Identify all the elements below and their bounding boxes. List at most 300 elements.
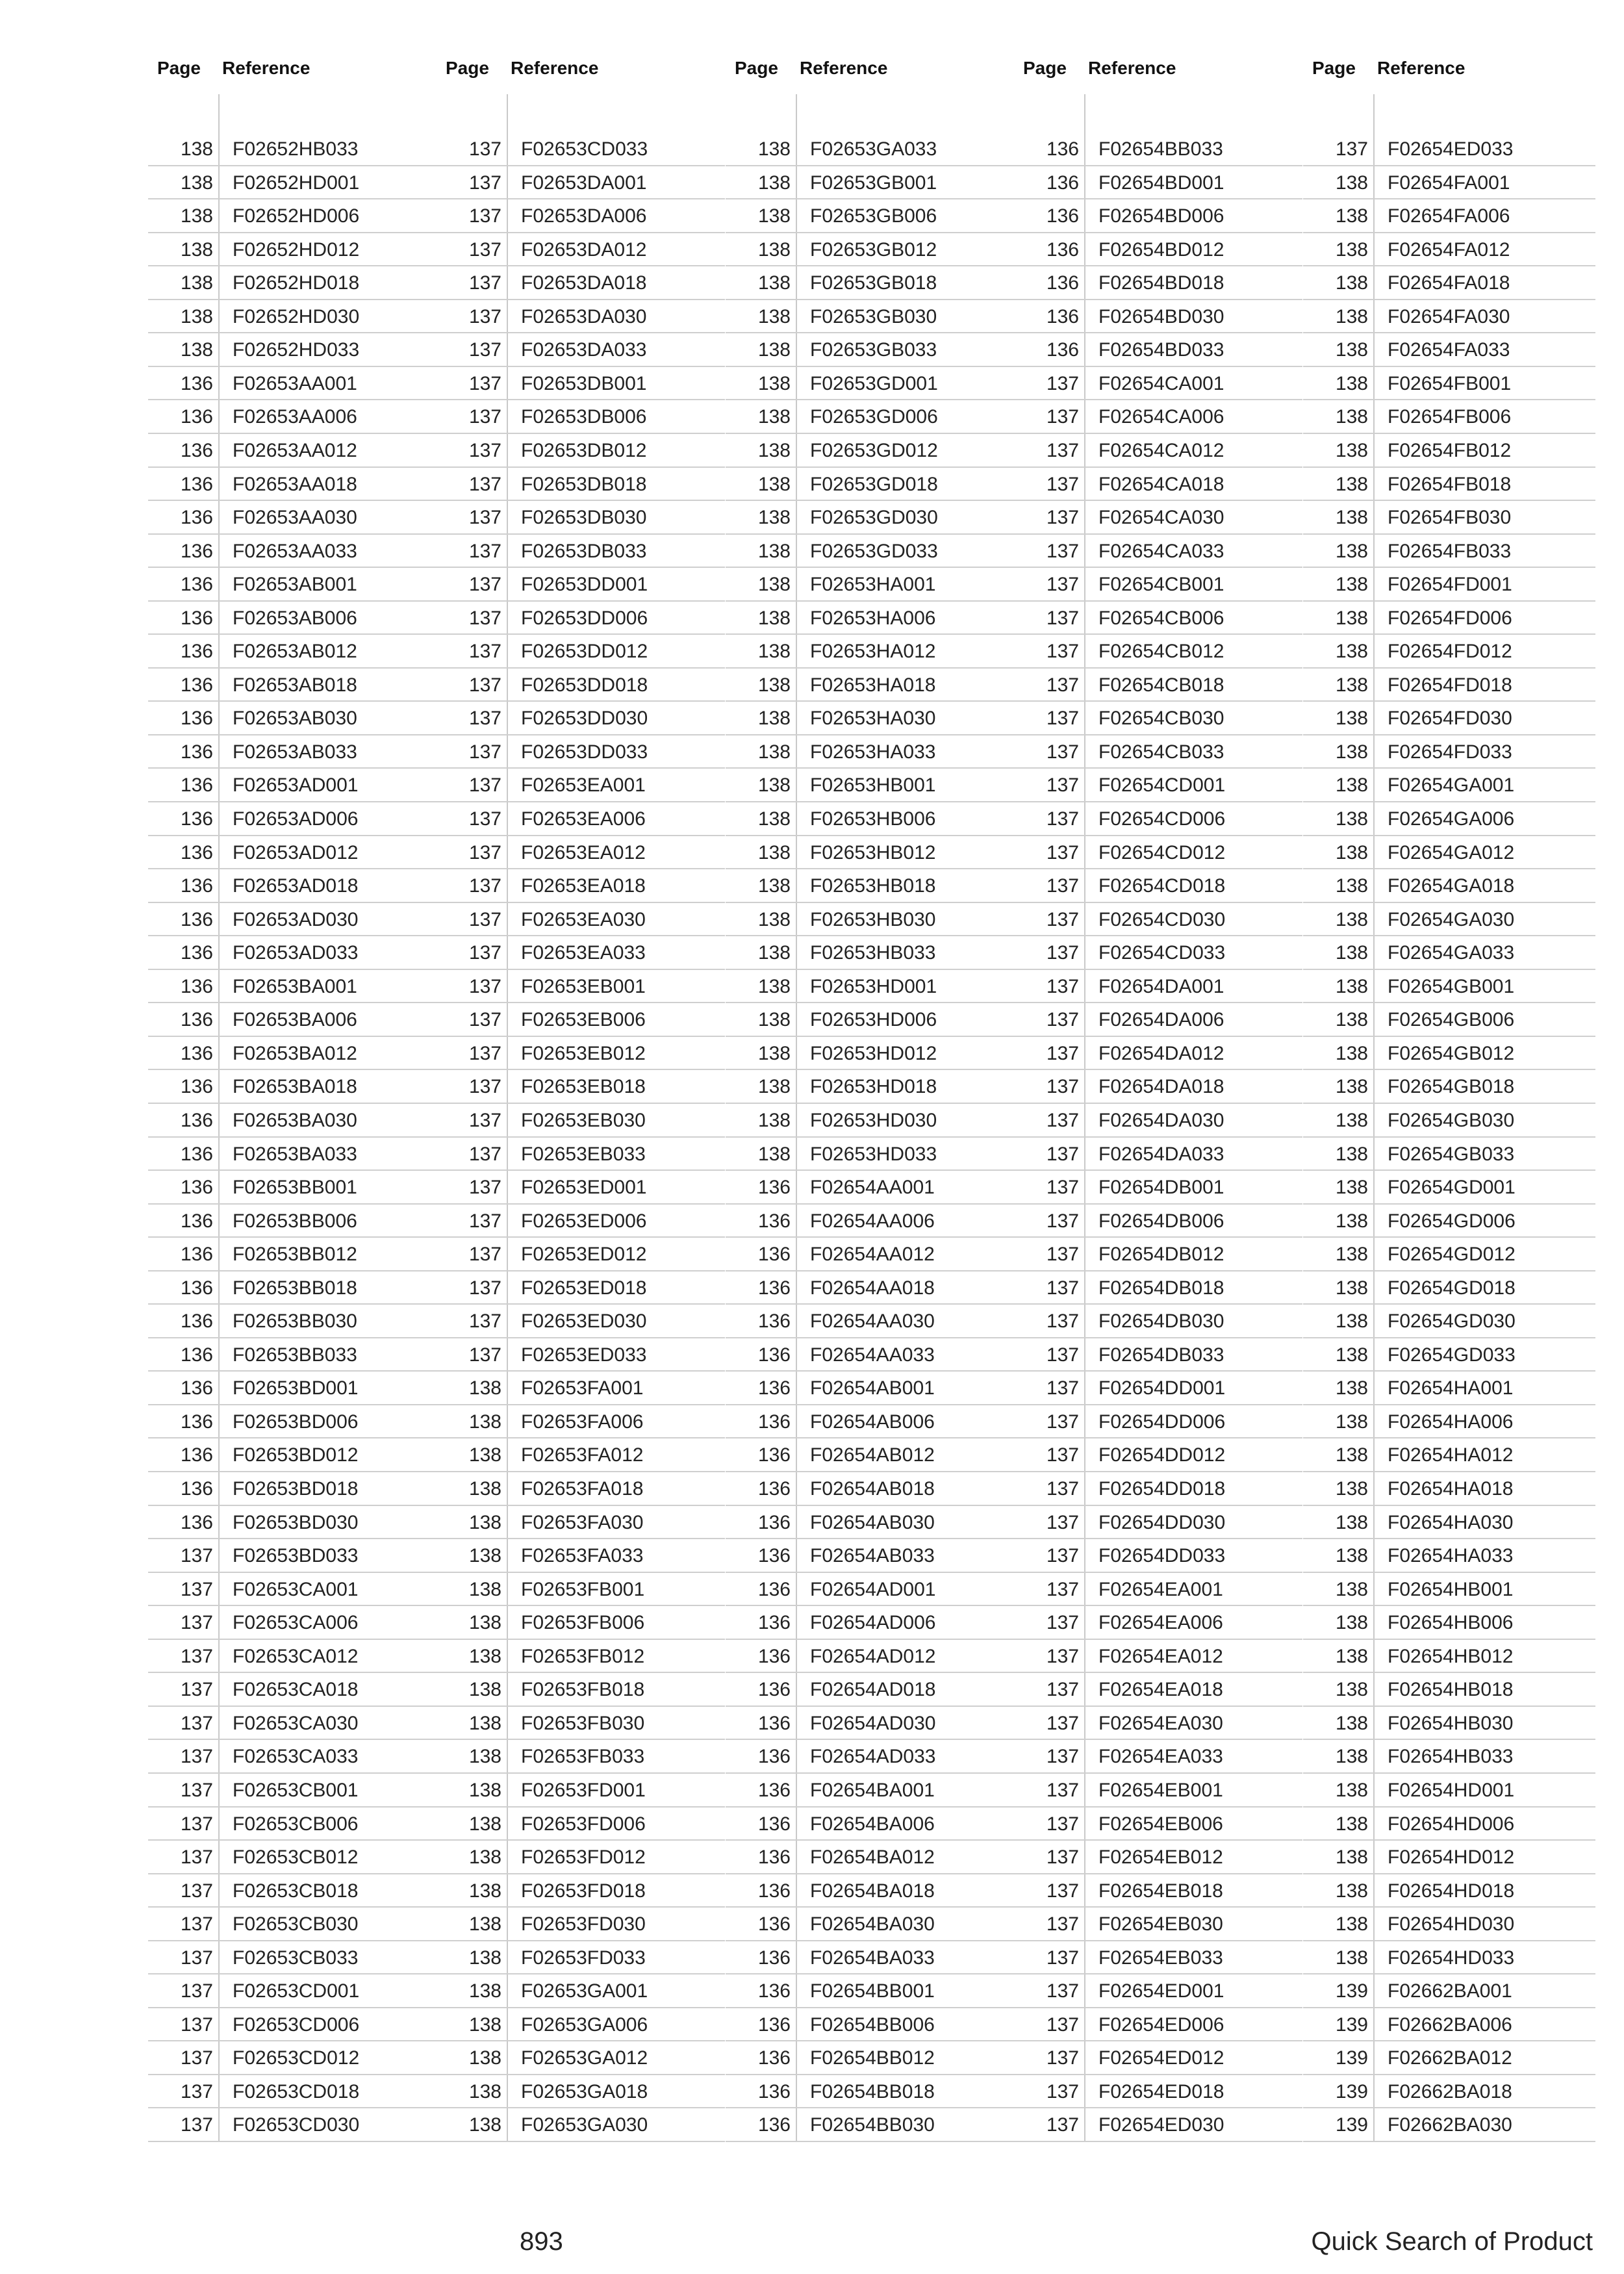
row-reference: F02653ED001	[521, 1177, 647, 1199]
row-page-number: 137	[1046, 1177, 1079, 1199]
row-page-number: 137	[180, 1612, 213, 1634]
row-page-number: 137	[468, 1210, 501, 1232]
row-page-number: 137	[1046, 841, 1079, 863]
row-page-number: 136	[180, 372, 213, 394]
row-reference: F02653DB006	[521, 406, 647, 428]
row-reference: F02653BB033	[233, 1344, 357, 1366]
row-reference: F02653CD018	[233, 2080, 360, 2102]
row-reference: F02654FD018	[1388, 674, 1512, 696]
row-reference: F02653AA001	[233, 372, 357, 394]
row-page-number: 137	[1046, 1746, 1079, 1768]
row-page-number: 138	[1335, 172, 1368, 194]
row-page-number: 137	[180, 1880, 213, 1902]
row-reference: F02654AA006	[810, 1210, 935, 1232]
row-reference: F02653HB006	[810, 808, 936, 830]
row-reference: F02653AB018	[233, 674, 357, 696]
row-page-number: 138	[468, 1947, 501, 1969]
row-page-number: 138	[1335, 540, 1368, 562]
row-reference: F02653GA001	[521, 1980, 648, 2002]
row-page-number: 137	[180, 1746, 213, 1768]
row-reference: F02653AD030	[233, 908, 359, 930]
row-page-number: 136	[1046, 172, 1079, 194]
row-page-number: 137	[180, 1545, 213, 1567]
row-reference: F02654GD018	[1388, 1277, 1516, 1299]
row-reference: F02654HD033	[1388, 1947, 1515, 1969]
row-reference: F02653AA033	[233, 540, 357, 562]
row-page-number: 138	[757, 439, 791, 461]
row-reference: F02654HA006	[1388, 1411, 1514, 1433]
row-page-number: 137	[1046, 1947, 1079, 1969]
row-page-number: 138	[1335, 406, 1368, 428]
row-page-number: 137	[1046, 1009, 1079, 1031]
row-reference: F02654GA030	[1388, 908, 1515, 930]
row-reference: F02654HB001	[1388, 1578, 1514, 1600]
row-reference: F02653DB012	[521, 439, 647, 461]
row-reference: F02654AB006	[810, 1411, 935, 1433]
row-reference: F02653DD030	[521, 708, 648, 730]
row-page-number: 138	[1335, 607, 1368, 629]
row-page-number: 136	[180, 1244, 213, 1266]
row-reference: F02653HA001	[810, 574, 936, 596]
row-divider	[726, 2141, 1014, 2142]
row-page-number: 136	[1046, 305, 1079, 327]
row-reference: F02653GD012	[810, 439, 938, 461]
row-page-number: 138	[1335, 1645, 1368, 1667]
row-page-number: 138	[1335, 439, 1368, 461]
row-reference: F02653EB001	[521, 975, 646, 997]
row-page-number: 137	[180, 1846, 213, 1869]
row-page-number: 138	[1335, 1545, 1368, 1567]
column-header-reference: Reference	[1377, 58, 1465, 78]
row-page-number: 138	[757, 339, 791, 361]
row-page-number: 137	[468, 238, 501, 261]
row-reference: F02653GB006	[810, 205, 937, 227]
row-page-number: 137	[180, 2114, 213, 2136]
row-reference: F02654AA001	[810, 1177, 935, 1199]
row-page-number: 138	[757, 1076, 791, 1098]
row-reference: F02653GD001	[810, 372, 938, 394]
row-page-number: 137	[1046, 540, 1079, 562]
row-reference: F02653FA006	[521, 1411, 644, 1433]
row-page-number: 137	[1046, 1310, 1079, 1333]
row-page-number: 139	[1335, 2080, 1368, 2102]
row-page-number: 136	[757, 1545, 791, 1567]
row-page-number: 138	[1335, 1042, 1368, 1064]
row-reference: F02654HB012	[1388, 1645, 1514, 1667]
row-page-number: 138	[468, 2013, 501, 2036]
row-reference: F02654CD018	[1098, 875, 1226, 897]
row-reference: F02654CD001	[1098, 774, 1226, 797]
row-page-number: 137	[468, 406, 501, 428]
row-page-number: 136	[180, 1478, 213, 1500]
row-reference: F02653FD033	[521, 1947, 646, 1969]
row-page-number: 137	[468, 1076, 501, 1098]
row-page-number: 136	[180, 708, 213, 730]
column-separator	[1084, 94, 1085, 2142]
row-reference: F02653AD033	[233, 942, 359, 964]
row-page-number: 138	[1335, 1310, 1368, 1333]
row-reference: F02654CA012	[1098, 439, 1224, 461]
row-page-number: 137	[1046, 708, 1079, 730]
row-reference: F02653BA030	[233, 1109, 357, 1131]
row-page-number: 136	[180, 1143, 213, 1165]
column-header-page: Page	[157, 58, 201, 78]
row-reference: F02653GA033	[810, 138, 937, 160]
row-reference: F02653DD006	[521, 607, 648, 629]
row-reference: F02654FD030	[1388, 708, 1512, 730]
row-page-number: 137	[180, 2047, 213, 2069]
row-reference: F02654GB012	[1388, 1042, 1515, 1064]
row-page-number: 138	[468, 1980, 501, 2002]
row-reference: F02653FB012	[521, 1645, 645, 1667]
row-page-number: 138	[1335, 1612, 1368, 1634]
row-reference: F02653BD001	[233, 1377, 359, 1399]
row-reference: F02653CA006	[233, 1612, 359, 1634]
row-page-number: 138	[757, 1109, 791, 1131]
row-page-number: 137	[180, 1947, 213, 1969]
section-title: Quick Search of Product	[1311, 2227, 1593, 2256]
row-reference: F02654FA030	[1388, 305, 1510, 327]
row-page-number: 137	[468, 138, 501, 160]
row-page-number: 137	[1046, 1143, 1079, 1165]
row-page-number: 138	[757, 841, 791, 863]
row-page-number: 138	[1335, 774, 1368, 797]
row-page-number: 138	[1335, 1947, 1368, 1969]
row-page-number: 137	[468, 1009, 501, 1031]
row-page-number: 137	[1046, 674, 1079, 696]
row-reference: F02654ED033	[1388, 138, 1514, 160]
row-page-number: 138	[757, 1143, 791, 1165]
row-page-number: 138	[1335, 1277, 1368, 1299]
row-page-number: 137	[468, 272, 501, 294]
row-reference: F02653CA001	[233, 1578, 359, 1600]
row-page-number: 137	[468, 1177, 501, 1199]
row-page-number: 137	[468, 708, 501, 730]
row-page-number: 136	[757, 1846, 791, 1869]
row-reference: F02653CD033	[521, 138, 648, 160]
row-page-number: 137	[1046, 1913, 1079, 1935]
row-reference: F02654DB018	[1098, 1277, 1224, 1299]
row-page-number: 136	[180, 540, 213, 562]
row-page-number: 138	[757, 708, 791, 730]
row-page-number: 138	[1335, 1244, 1368, 1266]
row-reference: F02654FB030	[1388, 507, 1512, 529]
row-reference: F02654HA018	[1388, 1478, 1514, 1500]
row-reference: F02654GA018	[1388, 875, 1515, 897]
row-page-number: 138	[1335, 1444, 1368, 1466]
row-page-number: 138	[1335, 272, 1368, 294]
row-page-number: 138	[1335, 808, 1368, 830]
row-page-number: 137	[1046, 641, 1079, 663]
row-reference: F02653CD030	[233, 2114, 360, 2136]
row-reference: F02654FA006	[1388, 205, 1510, 227]
row-page-number: 138	[1335, 942, 1368, 964]
row-page-number: 137	[1046, 808, 1079, 830]
column-header-reference: Reference	[800, 58, 888, 78]
row-reference: F02652HD018	[233, 272, 360, 294]
row-reference: F02654AA033	[810, 1344, 935, 1366]
row-page-number: 138	[468, 1880, 501, 1902]
row-page-number: 137	[468, 439, 501, 461]
row-reference: F02653BA001	[233, 975, 357, 997]
row-reference: F02654EA012	[1098, 1645, 1223, 1667]
row-reference: F02652HD033	[233, 339, 360, 361]
row-reference: F02654BB001	[810, 1980, 935, 2002]
row-reference: F02654CB001	[1098, 574, 1224, 596]
row-reference: F02653BB018	[233, 1277, 357, 1299]
row-page-number: 136	[757, 1478, 791, 1500]
row-page-number: 137	[1046, 1411, 1079, 1433]
row-reference: F02654FB001	[1388, 372, 1512, 394]
row-reference: F02653HA006	[810, 607, 936, 629]
row-page-number: 137	[468, 942, 501, 964]
row-page-number: 138	[757, 908, 791, 930]
row-page-number: 137	[468, 1143, 501, 1165]
row-reference: F02653ED012	[521, 1244, 647, 1266]
row-reference: F02654HB018	[1388, 1679, 1514, 1701]
row-page-number: 137	[468, 975, 501, 997]
row-page-number: 138	[180, 205, 213, 227]
row-page-number: 138	[757, 372, 791, 394]
row-reference: F02653BB006	[233, 1210, 357, 1232]
row-page-number: 136	[1046, 138, 1079, 160]
row-reference: F02654AB033	[810, 1545, 935, 1567]
row-page-number: 136	[757, 2047, 791, 2069]
row-page-number: 137	[468, 741, 501, 763]
row-reference: F02654DA018	[1098, 1076, 1224, 1098]
row-reference: F02654CA001	[1098, 372, 1224, 394]
row-reference: F02653HD018	[810, 1076, 937, 1098]
row-page-number: 139	[1335, 2047, 1368, 2069]
row-page-number: 138	[1335, 1913, 1368, 1935]
row-reference: F02653EB030	[521, 1109, 646, 1131]
row-reference: F02653BB001	[233, 1177, 357, 1199]
row-reference: F02654BD006	[1098, 205, 1224, 227]
row-page-number: 138	[757, 238, 791, 261]
row-reference: F02653FA018	[521, 1478, 644, 1500]
row-page-number: 136	[180, 875, 213, 897]
row-page-number: 136	[180, 1310, 213, 1333]
row-page-number: 138	[1335, 1511, 1368, 1533]
row-page-number: 137	[1046, 1612, 1079, 1634]
row-page-number: 136	[180, 774, 213, 797]
row-reference: F02654CB018	[1098, 674, 1224, 696]
row-page-number: 138	[757, 507, 791, 529]
row-reference: F02654FD006	[1388, 607, 1512, 629]
row-reference: F02653FD018	[521, 1880, 646, 1902]
row-page-number: 138	[468, 1679, 501, 1701]
column-header-page: Page	[1023, 58, 1067, 78]
row-reference: F02654BA006	[810, 1813, 935, 1835]
row-reference: F02653AA006	[233, 406, 357, 428]
row-page-number: 137	[180, 1779, 213, 1801]
row-reference: F02654HD006	[1388, 1813, 1515, 1835]
row-page-number: 137	[1046, 875, 1079, 897]
row-reference: F02654BA030	[810, 1913, 935, 1935]
row-reference: F02654CA018	[1098, 473, 1224, 495]
row-page-number: 138	[757, 975, 791, 997]
row-reference: F02654EA030	[1098, 1712, 1223, 1734]
row-divider	[148, 2141, 437, 2142]
row-reference: F02653HD033	[810, 1143, 937, 1165]
row-page-number: 136	[757, 1913, 791, 1935]
row-page-number: 137	[1046, 1712, 1079, 1734]
row-page-number: 136	[180, 473, 213, 495]
column-separator	[1373, 94, 1375, 2142]
row-page-number: 137	[1046, 2114, 1079, 2136]
row-reference: F02653GA012	[521, 2047, 648, 2069]
row-page-number: 138	[180, 305, 213, 327]
row-reference: F02654BA033	[810, 1947, 935, 1969]
row-reference: F02653HD030	[810, 1109, 937, 1131]
row-reference: F02653GA018	[521, 2080, 648, 2102]
row-reference: F02654AD030	[810, 1712, 936, 1734]
row-page-number: 137	[468, 841, 501, 863]
row-page-number: 138	[468, 1779, 501, 1801]
row-page-number: 136	[757, 1511, 791, 1533]
row-page-number: 137	[180, 1813, 213, 1835]
row-page-number: 138	[1335, 908, 1368, 930]
row-reference: F02653AB001	[233, 574, 357, 596]
row-page-number: 138	[180, 238, 213, 261]
row-page-number: 137	[468, 1109, 501, 1131]
row-page-number: 138	[1335, 975, 1368, 997]
row-reference: F02654CA033	[1098, 540, 1224, 562]
row-reference: F02653FA033	[521, 1545, 644, 1567]
row-reference: F02654CB006	[1098, 607, 1224, 629]
row-reference: F02654BD001	[1098, 172, 1224, 194]
row-reference: F02653GB001	[810, 172, 937, 194]
row-reference: F02654DD012	[1098, 1444, 1226, 1466]
row-page-number: 138	[468, 1813, 501, 1835]
row-reference: F02653CD006	[233, 2013, 360, 2036]
row-page-number: 138	[757, 1042, 791, 1064]
row-reference: F02654EB006	[1098, 1813, 1223, 1835]
row-page-number: 137	[1046, 2047, 1079, 2069]
row-reference: F02654DA006	[1098, 1009, 1224, 1031]
row-reference: F02653AA030	[233, 507, 357, 529]
row-reference: F02654CA006	[1098, 406, 1224, 428]
row-reference: F02654GB018	[1388, 1076, 1515, 1098]
row-reference: F02653AA012	[233, 439, 357, 461]
row-page-number: 137	[468, 908, 501, 930]
row-page-number: 138	[757, 641, 791, 663]
row-reference: F02654FD001	[1388, 574, 1512, 596]
row-page-number: 136	[757, 1980, 791, 2002]
row-reference: F02653HB001	[810, 774, 936, 797]
row-page-number: 138	[757, 205, 791, 227]
row-page-number: 137	[1046, 908, 1079, 930]
row-reference: F02653AD018	[233, 875, 359, 897]
row-reference: F02653EB006	[521, 1009, 646, 1031]
row-reference: F02654AD018	[810, 1679, 936, 1701]
row-reference: F02653BA012	[233, 1042, 357, 1064]
row-page-number: 138	[1335, 708, 1368, 730]
row-page-number: 137	[468, 507, 501, 529]
row-reference: F02653GB033	[810, 339, 937, 361]
row-reference: F02654ED018	[1098, 2080, 1224, 2102]
row-page-number: 137	[180, 2080, 213, 2102]
row-reference: F02653DA033	[521, 339, 647, 361]
row-reference: F02654DD006	[1098, 1411, 1226, 1433]
row-page-number: 137	[1046, 1578, 1079, 1600]
row-reference: F02653CA012	[233, 1645, 359, 1667]
row-page-number: 136	[757, 1377, 791, 1399]
row-reference: F02654CA030	[1098, 507, 1224, 529]
row-reference: F02653CA033	[233, 1746, 359, 1768]
row-reference: F02653GD033	[810, 540, 938, 562]
row-page-number: 138	[468, 1712, 501, 1734]
row-reference: F02653DD018	[521, 674, 648, 696]
row-page-number: 138	[468, 1913, 501, 1935]
row-reference: F02653EA030	[521, 908, 646, 930]
row-reference: F02653CA018	[233, 1679, 359, 1701]
row-page-number: 138	[757, 138, 791, 160]
row-page-number: 136	[180, 641, 213, 663]
row-reference: F02662BA001	[1388, 1980, 1512, 2002]
row-page-number: 137	[468, 641, 501, 663]
row-page-number: 136	[757, 1210, 791, 1232]
row-page-number: 138	[1335, 875, 1368, 897]
row-reference: F02654FA012	[1388, 238, 1510, 261]
row-page-number: 138	[1335, 1143, 1368, 1165]
row-page-number: 136	[180, 1411, 213, 1433]
row-page-number: 137	[1335, 138, 1368, 160]
row-reference: F02652HB033	[233, 138, 359, 160]
row-reference: F02654HD012	[1388, 1846, 1515, 1869]
row-page-number: 138	[1335, 473, 1368, 495]
row-page-number: 137	[468, 372, 501, 394]
row-page-number: 136	[757, 1880, 791, 1902]
row-page-number: 137	[1046, 1545, 1079, 1567]
row-page-number: 138	[1335, 1478, 1368, 1500]
row-reference: F02654FB012	[1388, 439, 1512, 461]
row-reference: F02654DD001	[1098, 1377, 1226, 1399]
row-page-number: 136	[180, 841, 213, 863]
row-reference: F02653FD012	[521, 1846, 646, 1869]
row-page-number: 136	[180, 574, 213, 596]
row-divider	[1014, 2141, 1302, 2142]
row-reference: F02654HA001	[1388, 1377, 1514, 1399]
row-reference: F02653GB030	[810, 305, 937, 327]
row-page-number: 138	[1335, 372, 1368, 394]
row-page-number: 138	[1335, 1411, 1368, 1433]
column-header-reference: Reference	[511, 58, 599, 78]
row-reference: F02654GD030	[1388, 1310, 1516, 1333]
row-reference: F02653AB012	[233, 641, 357, 663]
row-page-number: 138	[1335, 641, 1368, 663]
row-page-number: 138	[757, 473, 791, 495]
row-page-number: 137	[1046, 439, 1079, 461]
row-reference: F02654BB006	[810, 2013, 935, 2036]
row-reference: F02654HB030	[1388, 1712, 1514, 1734]
row-reference: F02654BD033	[1098, 339, 1224, 361]
column-header-page: Page	[446, 58, 489, 78]
row-page-number: 138	[468, 1545, 501, 1567]
row-page-number: 138	[468, 1444, 501, 1466]
row-reference: F02653ED006	[521, 1210, 647, 1232]
row-reference: F02653EB033	[521, 1143, 646, 1165]
row-reference: F02654ED006	[1098, 2013, 1224, 2036]
row-reference: F02653BA033	[233, 1143, 357, 1165]
column-header-page: Page	[1312, 58, 1356, 78]
row-page-number: 137	[1046, 1042, 1079, 1064]
row-reference: F02653CB006	[233, 1813, 359, 1835]
row-reference: F02653FB001	[521, 1578, 645, 1600]
row-page-number: 136	[180, 808, 213, 830]
row-reference: F02654DD018	[1098, 1478, 1226, 1500]
row-reference: F02654DD033	[1098, 1545, 1226, 1567]
